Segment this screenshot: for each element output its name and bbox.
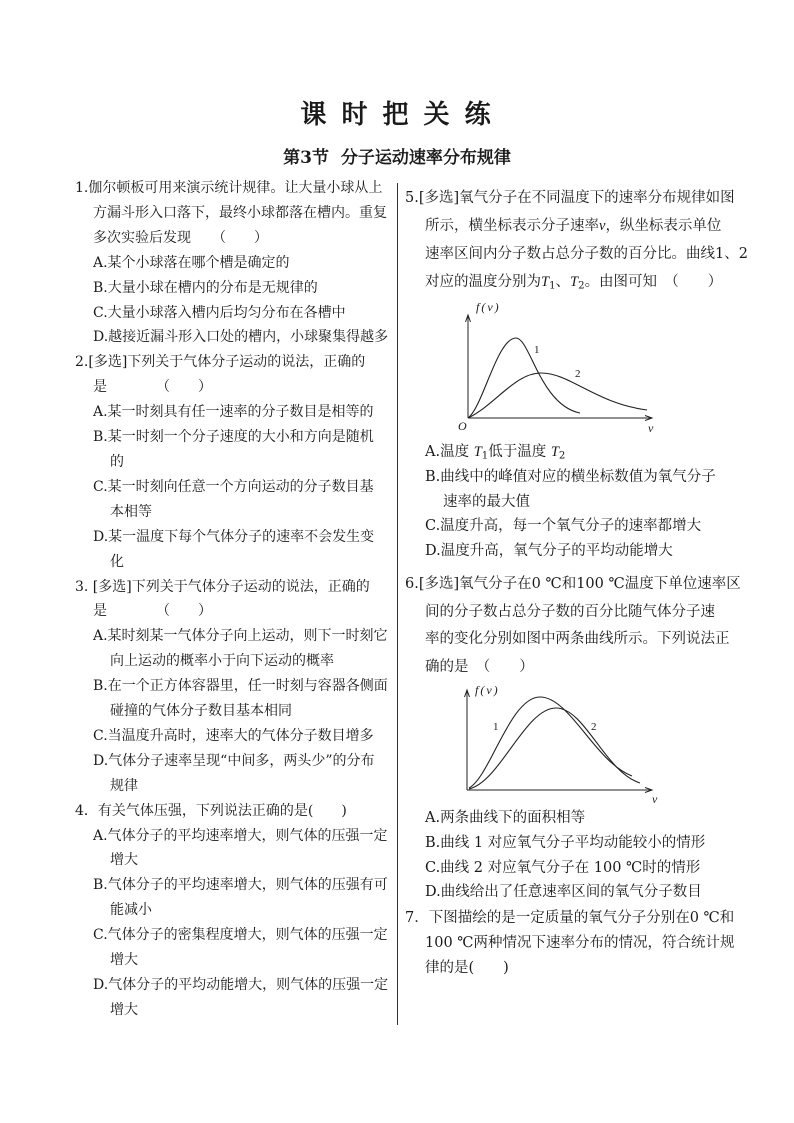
q7-stem-line: 7．下图描绘的是一定质量的氧气分子分别在0 ℃和 xyxy=(405,910,735,926)
text-segment: 、 xyxy=(555,274,571,290)
q1-stem-line: 1.伽尔顿板可用来演示统计规律。让大量小球从上 xyxy=(75,180,383,196)
q2-option-c: C.某一时刻向任意一个方向运动的分子数目基 xyxy=(93,478,374,495)
q2-option-d: D.某一温度下每个气体分子的速率不会发生变 xyxy=(93,528,375,545)
text-segment: 对应的温度分别为 xyxy=(425,274,541,290)
figure-q6 xyxy=(455,682,665,807)
q5-options xyxy=(405,440,755,564)
q5-option-a xyxy=(405,440,755,465)
q6-stem-line: 率的变化分别如图中两条曲线所示。下列说法正 xyxy=(425,631,730,648)
q6-stem-line: 确的是 （ ） xyxy=(425,659,534,676)
q4-option-c-cont: 增大 xyxy=(110,952,138,969)
curve-2-label: 2 xyxy=(575,368,581,380)
q2-option-b-cont: 的 xyxy=(110,453,124,470)
q4-option-a: A.气体分子的平均速率增大，则气体的压强一定 xyxy=(93,827,388,844)
q2-option-c-cont: 本相等 xyxy=(110,503,152,520)
figure-q5 xyxy=(455,295,665,440)
variable-v: v xyxy=(599,218,606,234)
q5-stem xyxy=(405,184,755,296)
q3-option-d: D.气体分子速率呈现“中间多，两头少”的分布 xyxy=(93,752,375,769)
q2-stem-line: 是 （ ） xyxy=(93,379,212,396)
x-axis-label: v xyxy=(652,792,658,806)
q2-stem-line: 2.[多选]下列关于气体分子运动的说法，正确的 xyxy=(75,354,366,371)
q4-option-a-cont: 增大 xyxy=(110,852,138,869)
curve-2-label: 2 xyxy=(591,721,597,733)
q3-option-c: C.当温度升高时，速率大的气体分子数目增多 xyxy=(93,727,374,744)
q3-option-b: B.在一个正方体容器里，任一时刻与容器各侧面 xyxy=(93,678,388,695)
q4-option-b-cont: 能减小 xyxy=(110,902,152,919)
variable-t: T xyxy=(473,444,482,460)
q2-option-b: B.某一时刻一个分子速度的大小和方向是随机 xyxy=(93,429,374,446)
subscript: 2 xyxy=(578,280,585,292)
q6-option-b: B.曲线 1 对应氧气分子平均动能较小的情形 xyxy=(425,834,706,851)
text-segment: ，纵坐标表示单位 xyxy=(605,218,722,234)
text-segment: A.温度 xyxy=(425,444,474,460)
curve-1-label: 1 xyxy=(493,721,499,733)
q7-stem xyxy=(405,906,755,981)
q1-option-c: C.大量小球落入槽内后均匀分布在各槽中 xyxy=(93,304,346,321)
q4-option-b: B.气体分子的平均速率增大，则气体的压强有可 xyxy=(93,877,388,894)
q1-option-d: D.越接近漏斗形入口处的槽内，小球聚集得越多 xyxy=(93,329,389,346)
section-subtitle: 第3节 分子运动速率分布规律 xyxy=(283,148,511,168)
q6-option-d: D.曲线给出了任意速率区间的氧气分子数目 xyxy=(425,884,702,901)
q1-stem-line: 方漏斗形入口落下，最终小球都落在槽内。重复 xyxy=(93,204,387,221)
q4-stem-line: 4．有关气体压强，下列说法正确的是( ) xyxy=(75,802,347,819)
q7-stem-line: 律的是( ) xyxy=(425,960,509,976)
q3-option-b-cont: 碰撞的气体分子数目基本相同 xyxy=(110,703,292,720)
variable-t: T xyxy=(550,444,559,460)
q5-stem-line: 5.[多选]氧气分子在不同温度下的速率分布规律如图 xyxy=(405,190,735,206)
q4-option-d-cont: 增大 xyxy=(110,1001,138,1018)
q4-option-c: C.气体分子的密集程度增大，则气体的压强一定 xyxy=(93,927,388,944)
q4-option-d: D.气体分子的平均动能增大，则气体的压强一定 xyxy=(93,977,389,993)
variable-t: T xyxy=(570,274,579,290)
q3-option-d-cont: 规律 xyxy=(110,777,138,794)
text-segment: 低于温度 xyxy=(488,444,551,460)
subscript: 2 xyxy=(558,450,566,462)
q2-option-a: A.某一时刻具有任一速率的分子数目是相等的 xyxy=(93,404,374,421)
y-axis-label: f(v) xyxy=(476,300,501,314)
q3-option-a: A.某时刻某一气体分子向上运动，则下一时刻它 xyxy=(93,628,388,645)
q5-option-b-cont: 速率的最大值 xyxy=(443,493,530,510)
q3-option-a-cont: 向上运动的概率小于向下运动的概率 xyxy=(110,653,334,670)
y-axis-label: f(v) xyxy=(475,683,500,697)
q3-stem-line: 是 （ ） xyxy=(93,603,212,620)
q6-stem-line: 间的分子数占总分子数的百分比随气体分子速 xyxy=(425,603,715,620)
column-divider xyxy=(397,183,398,1025)
curve-2 xyxy=(468,373,647,418)
origin-label: O xyxy=(458,419,467,433)
subscript: 1 xyxy=(481,450,489,462)
text-segment: 所示，横坐标表示分子速率 xyxy=(425,218,599,234)
q5-stem-line xyxy=(405,268,755,296)
q3-stem-line: 3. [多选]下列关于气体分子运动的说法，正确的 xyxy=(75,578,370,595)
q1-option-b: B.大量小球在槽内的分布是无规律的 xyxy=(93,279,318,296)
page-title: 课 时 把 关 练 xyxy=(300,100,494,130)
text-segment: 。由图可知 （ ） xyxy=(584,274,723,290)
x-axis-label: v xyxy=(648,421,654,435)
q1-option-a: A.某个小球落在哪个槽是确定的 xyxy=(93,254,290,271)
q6-stem xyxy=(405,571,755,682)
q6-stem-line: 6.[多选]氧气分子在0 ℃和100 ℃温度下单位速率区 xyxy=(405,576,741,592)
q5-option-d: D.温度升高，氧气分子的平均动能增大 xyxy=(425,543,673,560)
curve-1 xyxy=(469,697,632,788)
q5-option-c: C.温度升高，每一个氧气分子的速率都增大 xyxy=(425,518,702,535)
q6-options xyxy=(405,806,755,905)
subscript: 1 xyxy=(549,280,556,292)
q6-option-a: A.两条曲线下的面积相等 xyxy=(425,810,586,826)
q5-stem-line xyxy=(405,212,755,240)
q1-stem-line: 多次实验后发现 （ ） xyxy=(93,229,268,246)
q7-stem-line: 100 ℃两种情况下速率分布的情况，符合统计规 xyxy=(425,935,735,951)
q5-option-b: B.曲线中的峰值对应的横坐标数值为氧气分子 xyxy=(425,468,716,485)
variable-t: T xyxy=(541,274,550,290)
q2-option-d-cont: 化 xyxy=(110,553,124,570)
left-column xyxy=(75,176,393,1023)
curve-1-label: 1 xyxy=(534,344,540,356)
q6-option-c: C.曲线 2 对应氧气分子在 100 ℃时的情形 xyxy=(425,859,701,876)
q5-stem-line: 速率区间内分子数占总分子数的百分比。曲线1、2 xyxy=(425,246,748,262)
